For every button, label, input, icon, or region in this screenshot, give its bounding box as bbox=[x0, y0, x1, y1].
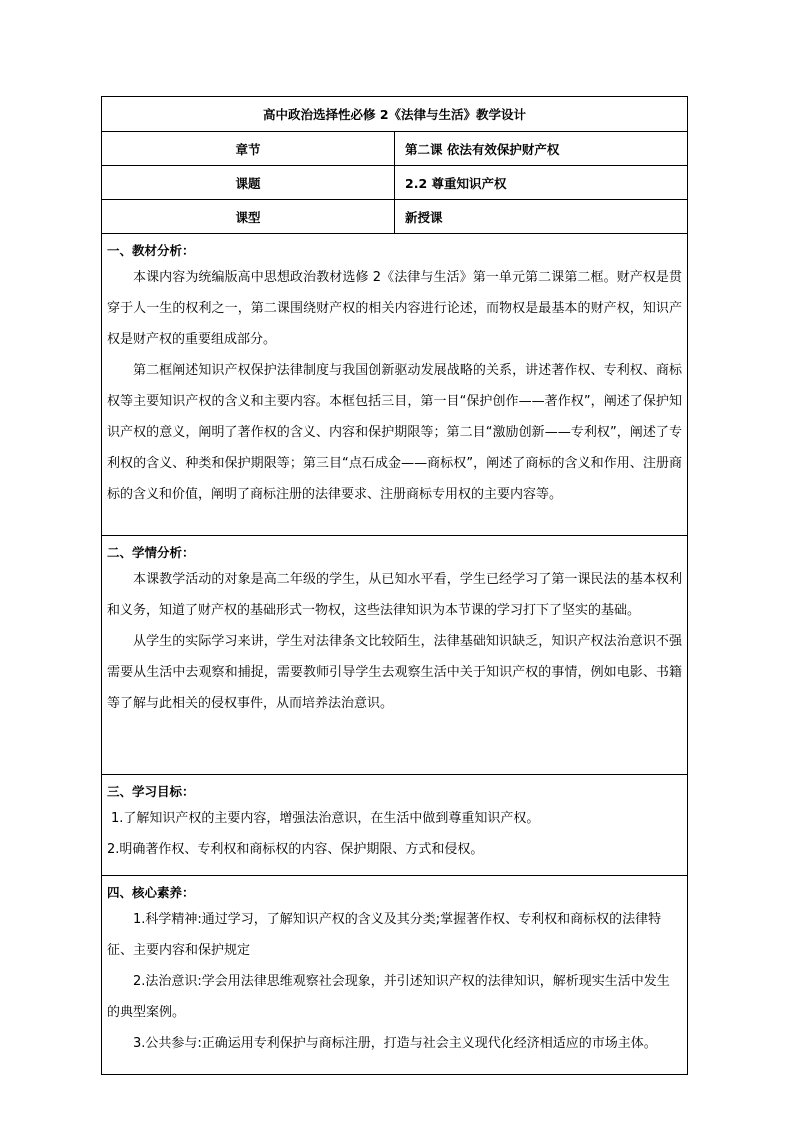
section-heading: 四、核心素养： bbox=[107, 885, 195, 900]
row-value-topic: 2.2 尊重知识产权 bbox=[395, 166, 688, 200]
paragraph: 第二框阐述知识产权保护法律制度与我国创新驱动发展战略的关系，讲述著作权、专利权、商标权等主要知识产权的含义和主要内容。本框包括三目，第一目“保护创作——著作权”，阐述了保护知识产权的意义，阐明了著作权的含义、内容和保护期限等；第二目“激励创新——专利权”，阐述了专利权的含义、种类和保护期限等；第三目“点石成金——商标权”，阐述了商标的含义和作用、注册商标的含义和价值，阐明了商标注册的法律要求、注册商标专用权的主要内容等。 bbox=[107, 363, 682, 502]
row-label-lesson-type: 课型 bbox=[102, 200, 395, 234]
table-row bbox=[102, 132, 688, 166]
section-heading: 二、学情分析： bbox=[107, 545, 195, 560]
list-item: 1.了解知识产权的主要内容，增强法治意识，在生活中做到尊重知识产权。 bbox=[111, 811, 540, 826]
document-title: 高中政治选择性必修 2《法律与生活》教学设计 bbox=[102, 97, 688, 132]
table-row bbox=[102, 166, 688, 200]
section-heading: 一、教材分析： bbox=[107, 243, 195, 258]
section-core-literacy bbox=[102, 876, 688, 1075]
list-item: 2.明确著作权、专利权和商标权的内容、保护期限、方式和侵权。 bbox=[107, 842, 484, 857]
section-textbook-analysis bbox=[102, 234, 688, 536]
row-value-lesson-type: 新授课 bbox=[395, 200, 688, 234]
paragraph: 本课内容为统编版高中思想政治教材选修 2《法律与生活》第一单元第二课第二框。财产权是贯穿于人一生的权利之一，第二课围绕财产权的相关内容进行论述，而物权是最基本的财产权，知识产权是财产权的重要组成部分。 bbox=[107, 270, 682, 347]
list-item: 1.科学精神:通过学习，了解知识产权的含义及其分类;掌握著作权、专利权和商标权的法律特征、主要内容和保护规定 bbox=[107, 912, 662, 958]
section-heading: 三、学习目标： bbox=[107, 784, 195, 799]
row-label-topic: 课题 bbox=[102, 166, 395, 200]
table-row bbox=[102, 200, 688, 234]
row-label-chapter: 章节 bbox=[102, 132, 395, 166]
list-item: 2.法治意识:学会用法律思维观察社会现象，并引述知识产权的法律知识，解析现实生活中发生的典型案例。 bbox=[107, 974, 670, 1020]
list-item: 3.公共参与:正确运用专利保护与商标注册，打造与社会主义现代化经济相适应的市场主体。 bbox=[133, 1036, 657, 1051]
paragraph: 从学生的实际学习来讲，学生对法律条文比较陌生，法律基础知识缺乏，知识产权法治意识不强需要从生活中去观察和捕捉，需要教师引导学生去观察生活中关于知识产权的事情，例如电影、书籍等了解与此相关的侵权事件，从而培养法治意识。 bbox=[107, 634, 682, 711]
section-learning-goals bbox=[102, 775, 688, 876]
paragraph: 本课教学活动的对象是高二年级的学生，从已知水平看，学生已经学习了第一课民法的基本权利和义务，知道了财产权的基础形式一物权，这些法律知识为本节课的学习打下了坚实的基础。 bbox=[107, 572, 682, 618]
lesson-plan-table bbox=[101, 96, 688, 1075]
row-value-chapter: 第二课 依法有效保护财产权 bbox=[395, 132, 688, 166]
section-student-analysis bbox=[102, 536, 688, 775]
